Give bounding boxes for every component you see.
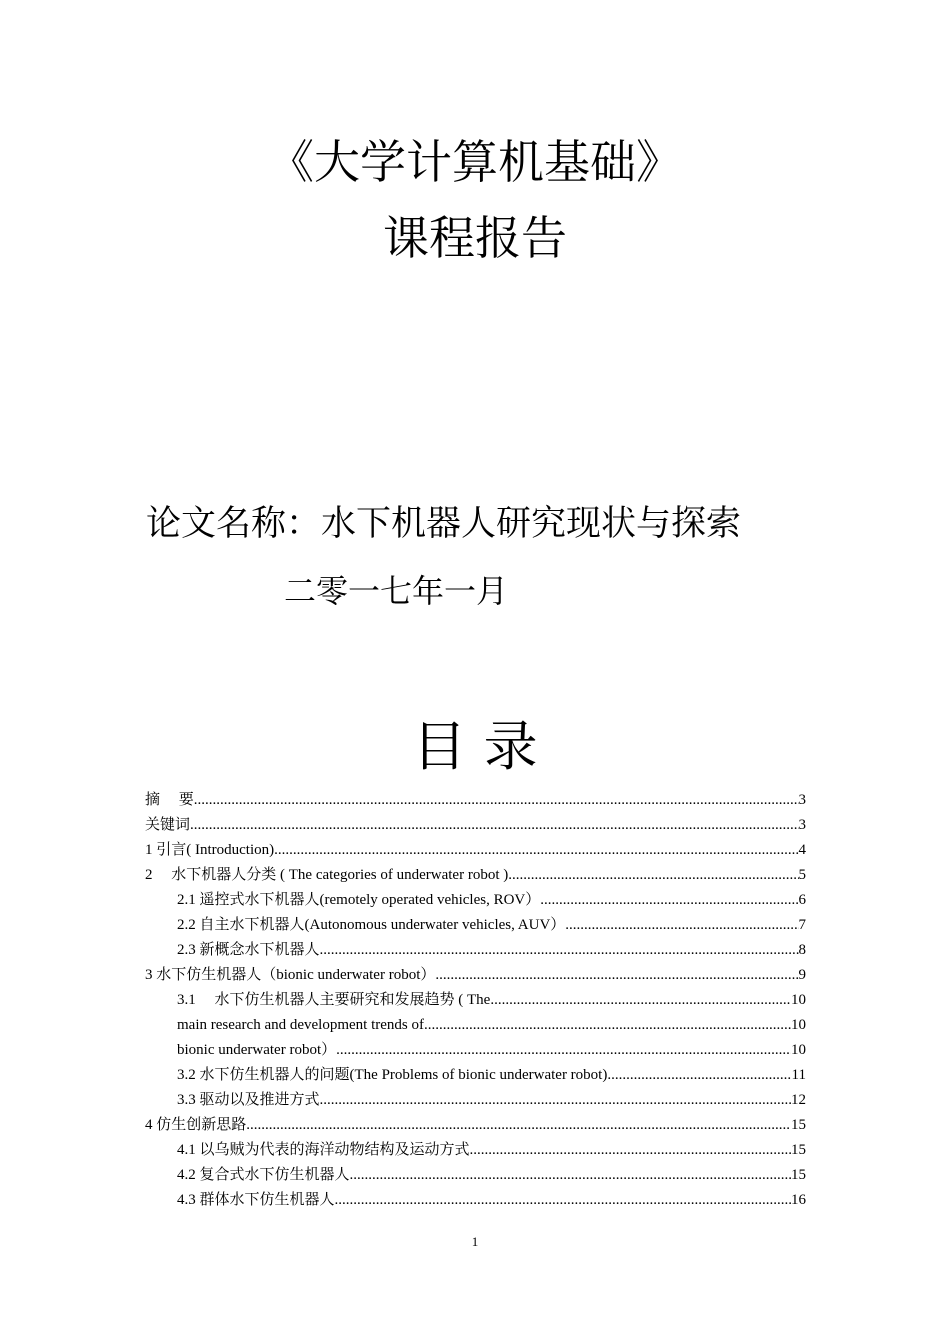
toc-entry-page: 10 <box>791 1042 806 1058</box>
toc-entry[interactable] <box>145 1163 806 1188</box>
toc-entry[interactable] <box>145 813 806 838</box>
toc-leader-dots <box>565 913 798 938</box>
toc-entry-label: 摘 要 <box>145 792 194 808</box>
toc-entry-label: 4 仿生创新思路 <box>145 1117 247 1133</box>
toc-entry[interactable] <box>145 1188 806 1213</box>
toc-entry-page: 11 <box>791 1067 806 1083</box>
toc-entry[interactable] <box>145 913 806 938</box>
toc-entry[interactable] <box>145 1088 806 1113</box>
toc-entry-page: 10 <box>791 1017 806 1033</box>
toc-entry-page: 3 <box>798 792 806 808</box>
toc-entry-label: 关键词 <box>145 817 191 833</box>
toc-leader-dots <box>508 863 798 888</box>
toc-leader-dots <box>424 1013 791 1038</box>
toc-entry-page: 15 <box>791 1167 806 1183</box>
toc-entry-page: 7 <box>798 917 806 933</box>
toc-leader-dots <box>320 938 799 963</box>
toc-entry[interactable] <box>145 838 806 863</box>
page-number: 1 <box>471 1234 479 1249</box>
table-of-contents <box>145 788 806 1213</box>
report-date: 二零一七年一月 <box>284 572 509 610</box>
toc-entry-label: 3.1 水下仿生机器人主要研究和发展趋势 ( The <box>177 992 491 1008</box>
toc-entry-label: 2.1 遥控式水下机器人(remotely operated vehicles, ROV） <box>177 892 541 908</box>
toc-leader-dots <box>194 788 799 813</box>
toc-entry-page: 4 <box>798 842 806 858</box>
course-title: 《大学计算机基础》 <box>268 135 682 189</box>
toc-entry-page: 15 <box>791 1142 806 1158</box>
toc-entry-page: 3 <box>798 817 806 833</box>
toc-leader-dots <box>607 1063 791 1088</box>
toc-entry[interactable] <box>145 1113 806 1138</box>
toc-entry-label: main research and development trends of <box>177 1017 424 1033</box>
toc-entry-label: 4.3 群体水下仿生机器人 <box>177 1192 335 1208</box>
toc-leader-dots <box>335 1188 791 1213</box>
toc-entry[interactable] <box>145 1038 806 1063</box>
toc-entry-label: 2.3 新概念水下机器人 <box>177 942 320 958</box>
toc-entry-label: 3 水下仿生机器人（bionic underwater robot） <box>145 967 436 983</box>
toc-entry-page: 8 <box>798 942 806 958</box>
toc-leader-dots <box>540 888 798 913</box>
toc-entry-page: 16 <box>791 1192 806 1208</box>
toc-entry-page: 6 <box>798 892 806 908</box>
toc-entry-label: 3.3 驱动以及推进方式 <box>177 1092 320 1108</box>
toc-entry[interactable] <box>145 1063 806 1088</box>
toc-entry-page: 12 <box>791 1092 806 1108</box>
toc-entry-label: 1 引言( Introduction) <box>145 842 275 858</box>
toc-entry-label: 2.2 自主水下机器人(Autonomous underwater vehicles, AUV） <box>177 917 566 933</box>
toc-entry-label: 4.2 复合式水下仿生机器人 <box>177 1167 350 1183</box>
toc-entry[interactable] <box>145 788 806 813</box>
report-title: 课程报告 <box>383 211 567 265</box>
toc-entry-page: 10 <box>791 992 806 1008</box>
toc-entry[interactable] <box>145 1138 806 1163</box>
toc-entry-page: 5 <box>798 867 806 883</box>
toc-entry[interactable] <box>145 988 806 1013</box>
thesis-title: 论文名称：水下机器人研究现状与探索 <box>146 504 742 544</box>
toc-entry[interactable] <box>145 963 806 988</box>
toc-entry-label: 2 水下机器人分类 ( The categories of underwater robot ) <box>145 867 509 883</box>
toc-leader-dots <box>470 1138 791 1163</box>
toc-leader-dots <box>274 838 798 863</box>
toc-leader-dots <box>336 1038 791 1063</box>
toc-entry-label: 4.1 以乌贼为代表的海洋动物结构及运动方式 <box>177 1142 470 1158</box>
toc-entry[interactable] <box>145 888 806 913</box>
toc-heading: 目 录 <box>412 715 538 778</box>
toc-entry[interactable] <box>145 863 806 888</box>
toc-entry-label: 3.2 水下仿生机器人的问题(The Problems of bionic underwater robot) <box>177 1067 608 1083</box>
toc-entry-page: 15 <box>791 1117 806 1133</box>
toc-entry[interactable] <box>145 1013 806 1038</box>
toc-leader-dots <box>490 988 791 1013</box>
toc-entry-label: bionic underwater robot） <box>177 1042 337 1058</box>
toc-entry-page: 9 <box>798 967 806 983</box>
toc-leader-dots <box>190 813 798 838</box>
toc-entry[interactable] <box>145 938 806 963</box>
toc-leader-dots <box>350 1163 791 1188</box>
toc-leader-dots <box>246 1113 791 1138</box>
toc-leader-dots <box>320 1088 791 1113</box>
toc-leader-dots <box>435 963 798 988</box>
